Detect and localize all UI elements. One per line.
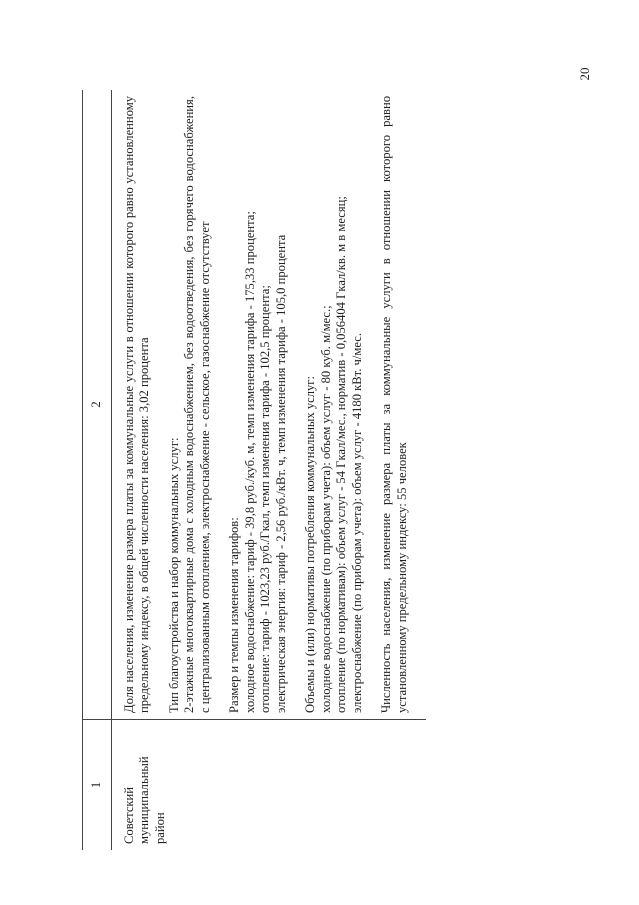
text-line: Доля населения, изменение размера платы за коммунальные услуги в отношении которого равно установленному предельному индексу, в общей численности населения: 3,02 процента bbox=[121, 96, 151, 713]
header-cell-1: 1 bbox=[83, 720, 112, 851]
text-line: холодное водоснабжение (по приборам учета): объем услуг - 80 куб. м/мес.; bbox=[318, 305, 333, 713]
population-share-block bbox=[122, 96, 153, 713]
rotated-table-region bbox=[82, 90, 537, 850]
details-cell bbox=[111, 90, 426, 720]
table-row bbox=[111, 90, 426, 850]
text-line: Тип благоустройства и набор коммунальных услуг: bbox=[166, 437, 181, 713]
data-table bbox=[82, 90, 426, 850]
population-count-block bbox=[379, 96, 410, 713]
district-name: Советский муниципальный район bbox=[121, 756, 167, 844]
text-line: Размер и темпы изменения тарифов: bbox=[227, 517, 241, 713]
table-header-row bbox=[83, 90, 112, 850]
text-line: отопление: тариф - 1023,23 руб./Гкал, темп изменения тарифа - 102,5 процента; bbox=[258, 285, 272, 713]
housing-type-block bbox=[167, 96, 214, 713]
tariffs-block bbox=[227, 96, 289, 713]
text-line: Объемы и (или) нормативы потребления коммунальных услуг: bbox=[303, 376, 317, 713]
text-line: холодное водоснабжение: тариф - 39,8 руб./куб. м, темп изменения тарифа - 175,33 процента; bbox=[242, 211, 257, 713]
header-cell-2: 2 bbox=[83, 90, 112, 720]
text-line: Численность населения, изменение размера платы за коммунальные услуги в отношении которого равно установленному предельному индексу: 55 человек bbox=[379, 96, 409, 713]
page-number: 20 bbox=[577, 67, 592, 81]
text-line: отопление (по нормативам): объем услуг - 54 Гкал/мес., норматив - 0,056404 Гкал/кв. м в месяц; bbox=[334, 196, 348, 713]
text-line: 2-этажные многоквартирные дома с холодным водоснабжением, без водоотведения, без горячего водоснабжения, с централизованным отоплением, электроснабжение - сельское, газоснабжение отсутствует bbox=[182, 96, 212, 713]
text-line: электроснабжение (по приборам учета): объем услуг - 4180 кВт. ч/мес. bbox=[349, 333, 364, 713]
consumption-block bbox=[303, 96, 365, 713]
text-line: электрическая энергия: тариф - 2,56 руб./кВт. ч, темп изменения тарифа - 105,0 процента bbox=[273, 234, 288, 713]
